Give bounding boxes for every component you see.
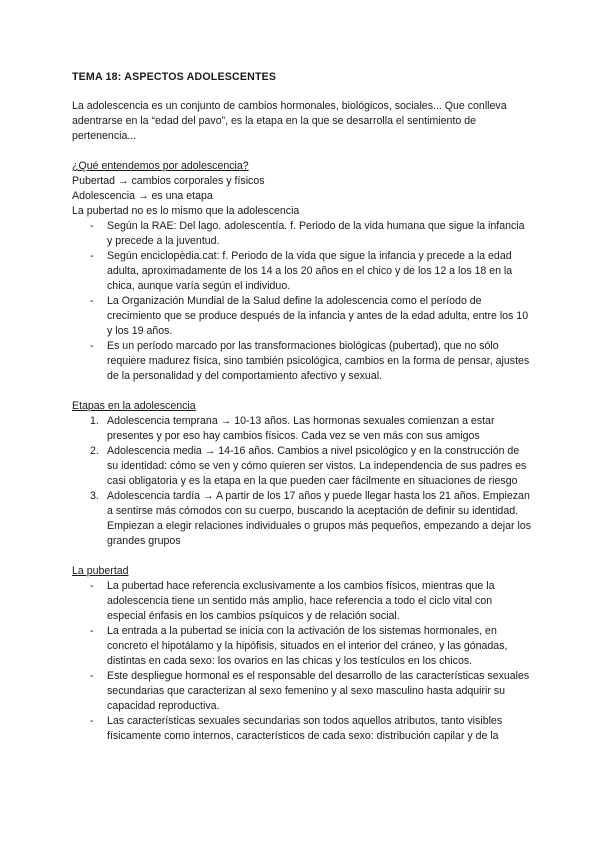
document-page bbox=[72, 70, 532, 744]
list-item: - Es un período marcado por las transformaciones biológicas (pubertad), que no sólo requiere madurez física, sino también psicológica, cambios en la forma de pensar, ajustes de la personalidad y del comportamiento afectivo y sexual. bbox=[72, 339, 532, 384]
intro-paragraph: La adolescencia es un conjunto de cambios hormonales, biológicos, sociales... Que conlleva adentrarse en la “edad del pavo”, es la etapa en la que se desarrolla el sentimiento de pertenencia... bbox=[72, 100, 507, 142]
list-number: 2. bbox=[90, 445, 99, 457]
definition-line: La pubertad no es lo mismo que la adolescencia bbox=[72, 205, 300, 217]
list-number: 3. bbox=[90, 490, 99, 502]
list-item bbox=[72, 444, 532, 489]
list-item: - La Organización Mundial de la Salud define la adolescencia como el período de crecimiento que se produce después de la infancia y antes de la edad adulta, entre los 10 y los 19 años. bbox=[72, 294, 532, 339]
list-item: - Este despliegue hormonal es el responsable del desarrollo de las características sexuales secundarias que caracterizan al sexo femenino y al sexo masculino hasta adquirir su capacidad reproductiva. bbox=[72, 669, 532, 714]
list-item-text: Adolescencia tardía → A partir de los 17 años y puede llegar hasta los 21 años. Empiezan a sentirse más cómodos con su cuerpo, buscando la aceptación de definir su identidad. Empiezan a elegir relaciones individuales o grupos más pequeños, empezando a dejar los grandes grupos bbox=[107, 490, 532, 547]
definition-line: Pubertad → cambios corporales y físicos bbox=[72, 175, 265, 187]
document-title: TEMA 18: ASPECTOS ADOLESCENTES bbox=[72, 71, 277, 83]
list-item: - Según la RAE: Del lago. adolescentía. f. Periodo de la vida humana que sigue la infancia y precede a la juventud. bbox=[72, 219, 532, 249]
definition-line: Adolescencia → es una etapa bbox=[72, 190, 213, 202]
stages-section bbox=[72, 399, 532, 549]
spacer bbox=[72, 384, 532, 399]
list-number: 1. bbox=[90, 415, 99, 427]
stages-list bbox=[72, 414, 532, 549]
definition-section bbox=[72, 159, 532, 384]
spacer bbox=[72, 549, 532, 564]
list-item-text: Adolescencia temprana → 10-13 años. Las hormonas sexuales comienzan a estar presentes y por eso hay cambios físicos. Cada vez se ven más con sus amigos bbox=[107, 415, 495, 442]
puberty-section bbox=[72, 564, 532, 744]
list-item-text: Adolescencia media → 14-16 años. Cambios a nivel psicológico y en la construcción de su identidad: cómo se ven y cómo quieren ser vistos. La independencia de sus padres es casi obligatoria y es la etapa en la que pueden caer fácilmente en situaciones de riesgo bbox=[107, 445, 527, 487]
list-item: - La pubertad hace referencia exclusivamente a los cambios físicos, mientras que la adolescencia tiene un sentido más amplio, hace referencia a todo el ciclo vital con especial énfasis en los cambios psíquicos y de relación social. bbox=[72, 579, 532, 624]
definition-heading: ¿Qué entendemos por adolescencia? bbox=[72, 160, 249, 172]
list-item bbox=[72, 414, 532, 444]
list-item: - Según enciclopèdia.cat: f. Periodo de la vida que sigue la infancia y precede a la edad adulta, aproximadamente de los 14 a los 20 años en el chico y de los 12 a los 18 en la chica, aunque varía según el individuo. bbox=[72, 249, 532, 294]
definition-bullet-list bbox=[72, 219, 532, 384]
list-item: - Las características sexuales secundarias son todos aquellos atributos, tanto visibles físicamente como internos, característicos de cada sexo: distribución capilar y de la bbox=[72, 714, 532, 744]
puberty-heading: La pubertad bbox=[72, 565, 129, 577]
list-item: - La entrada a la pubertad se inicia con la activación de los sistemas hormonales, en concreto el hipotálamo y la hipófisis, situados en el interior del cráneo, y las gónadas, distintas en cada sexo: los ovarios en las chicas y los testículos en los chicos. bbox=[72, 624, 532, 669]
puberty-bullet-list bbox=[72, 579, 532, 744]
list-item bbox=[72, 489, 532, 549]
stages-heading: Etapas en la adolescencia bbox=[72, 400, 196, 412]
